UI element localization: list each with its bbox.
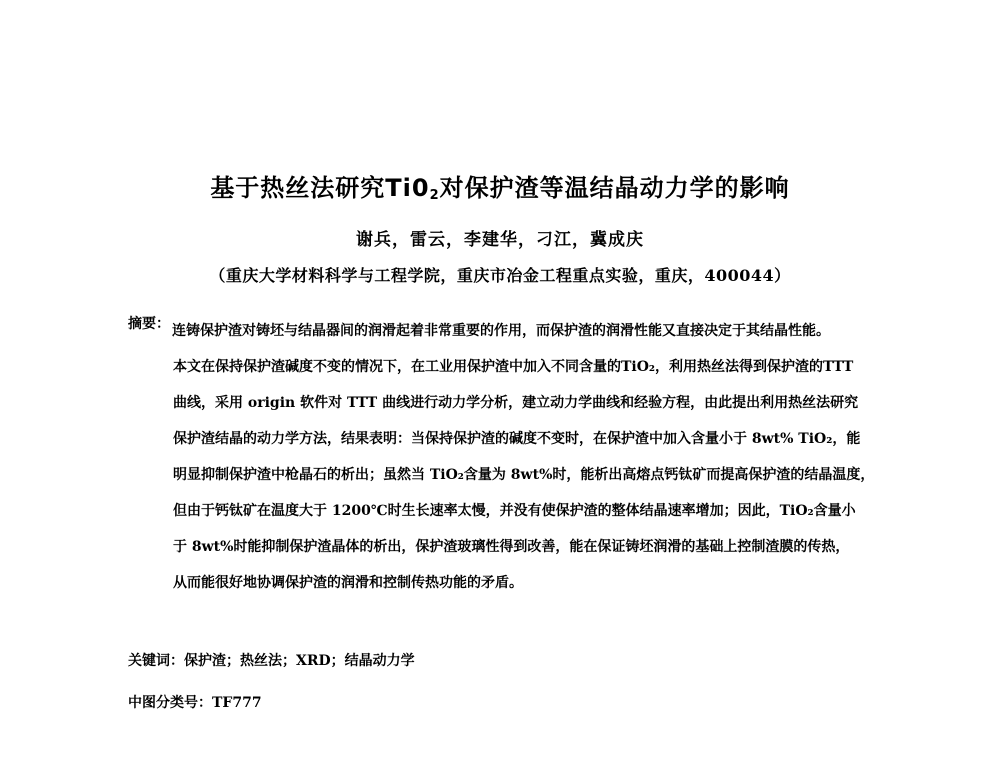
abstract-line: 保护渣结晶的动力学方法，结果表明：当保持保护渣的碱度不变时，在保护渣中加入含量小于 8wt% TiO₂，能 [173, 431, 861, 447]
keywords-value: 保护渣；热丝法；XRD；结晶动力学 [184, 653, 415, 669]
abstract-line: 明显抑制保护渣中枪晶石的析出；虽然当 TiO₂含量为 8wt%时，能析出高熔点钙钛矿而提高保护渣的结晶温度， [173, 467, 875, 483]
title-subscript: 2 [429, 188, 440, 203]
keywords-label: 关键词： [128, 653, 184, 669]
abstract-line: 但由于钙钛矿在温度大于 1200℃时生长速率太慢，并没有使保护渣的整体结晶速率增加；因此，TiO₂含量小 [173, 503, 856, 519]
classification-label: 中图分类号： [128, 695, 212, 711]
abstract-line: 曲线，采用 origin 软件对 TTT 曲线进行动力学分析，建立动力学曲线和经验方程，由此提出利用热丝法研究 [173, 395, 859, 411]
abstract-line: 从而能很好地协调保护渣的润滑和控制传热功能的矛盾。 [173, 575, 523, 591]
abstract-body [173, 313, 893, 601]
abstract-line: 于 8wt%时能抑制保护渣晶体的析出，保护渣玻璃性得到改善，能在保证铸坯润滑的基础上控制渣膜的传热， [173, 539, 850, 555]
title-subscript-base: 0 [411, 174, 430, 202]
affiliation: （重庆大学材料科学与工程学院，重庆市冶金工程重点实验，重庆，400044） [209, 266, 791, 285]
title-part-2: 对保护渣等温结晶动力学的影响 [439, 174, 790, 202]
title-part-1: 基于热丝法研究Ti [210, 174, 412, 202]
paper-title [0, 168, 1000, 203]
abstract-line: 连铸保护渣对铸坯与结晶器间的润滑起着非常重要的作用，而保护渣的润滑性能又直接决定于其结晶性能。 [172, 323, 830, 339]
classification-number [128, 692, 262, 712]
classification-value: TF777 [212, 695, 262, 711]
abstract-label: 摘要： [128, 316, 170, 332]
author-list: 谢兵，雷云，李建华，刁江，冀成庆 [356, 230, 644, 250]
abstract-line: 本文在保持保护渣碱度不变的情况下，在工业用保护渣中加入不同含量的TiO₂，利用热丝法得到保护渣的TTT [173, 359, 854, 375]
keywords [128, 650, 415, 670]
